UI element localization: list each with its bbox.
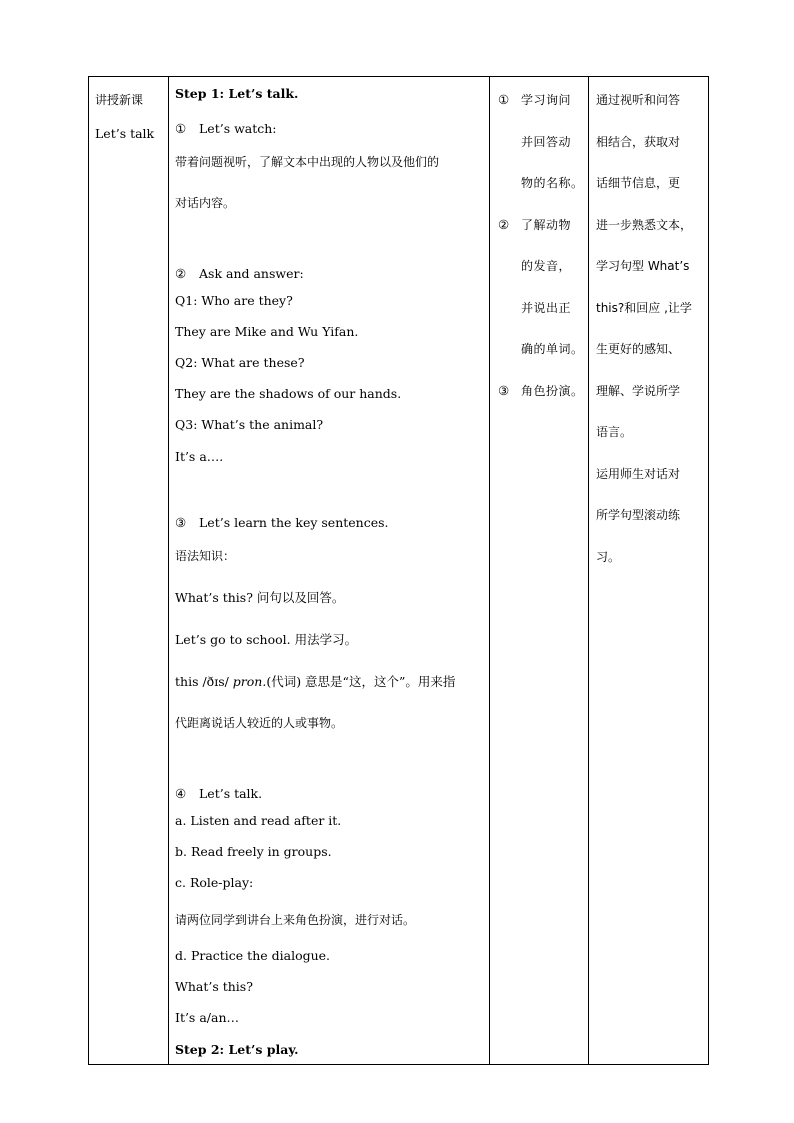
answer-3: It’s a…. (175, 449, 224, 464)
grammar-4: 代距离说话人较近的人或事物。 (175, 716, 344, 730)
dialogue-2: It’s a/an… (175, 1010, 239, 1025)
grammar-2: Let’s go to school. 用法学习。 (175, 632, 358, 647)
activity-1-line-3: 物的名称。 (521, 176, 584, 190)
question-1: Q1: Who are they? (175, 293, 293, 308)
talk-b: b. Read freely in groups. (175, 844, 332, 859)
watch-line: ① Let’s watch: (175, 121, 277, 136)
grammar-1: What’s this? 问句以及回答。 (175, 590, 345, 605)
dialogue-1: What’s this? (175, 979, 253, 994)
intent-line-2: 相结合，获取对 (596, 135, 681, 149)
activity-1-num: ① (498, 92, 510, 107)
intent-line-7: 生更好的感知、 (596, 342, 681, 356)
activity-1-line-1: 学习询问 (521, 93, 572, 107)
grammar-3: this /ðɪs/ pron.(代词) 意思是“这，这个”。用来指 (175, 674, 456, 689)
watch-desc-2: 对话内容。 (175, 196, 236, 210)
activity-1-line-2: 并回答动 (521, 135, 572, 149)
student-activity-cell (490, 77, 589, 1065)
question-3: Q3: What’s the animal? (175, 417, 324, 432)
answer-2: They are the shadows of our hands. (175, 386, 402, 401)
learn-line: ③ Let’s learn the key sentences. (175, 515, 389, 530)
intent-line-4: 进一步熟悉文本， (596, 218, 693, 232)
intent-line-6: this?和回应 ,让学 (596, 301, 692, 315)
section-subtitle: Let’s talk (95, 126, 155, 141)
intent-line-10: 运用师生对话对 (596, 467, 681, 481)
activity-3-num: ③ (498, 383, 510, 398)
activity-2-line-2: 的发音， (521, 259, 572, 273)
design-intent-cell (589, 77, 709, 1065)
section-title: 讲授新课 (95, 93, 144, 107)
step2-heading: Step 2: Let’s play. (175, 1042, 299, 1057)
intent-line-11: 所学句型滚动练 (596, 508, 681, 522)
watch-desc-1: 带着问题视听，了解文本中出现的人物以及他们的 (175, 155, 440, 169)
intent-line-8: 理解、学说所学 (596, 384, 681, 398)
intent-line-9: 语言。 (596, 425, 633, 439)
ask-line: ② Ask and answer: (175, 266, 304, 281)
activity-2-line-3: 并说出正 (521, 301, 572, 315)
talk-c: c. Role-play: (175, 875, 254, 890)
intent-line-12: 习。 (596, 550, 621, 564)
talk-c-desc: 请两位同学到讲台上来角色扮演，进行对话。 (175, 913, 416, 927)
activity-2-num: ② (498, 217, 510, 232)
teaching-process-cell (169, 77, 490, 1065)
answer-1: They are Mike and Wu Yifan. (175, 324, 359, 339)
talk-a: a. Listen and read after it. (175, 813, 342, 828)
activity-2-line-1: 了解动物 (521, 218, 572, 232)
intent-line-3: 话细节信息，更 (596, 176, 681, 190)
step1-heading: Step 1: Let’s talk. (175, 86, 299, 101)
section-cell (89, 77, 169, 1065)
talk-d: d. Practice the dialogue. (175, 948, 331, 963)
lesson-plan-table (88, 76, 709, 1065)
question-2: Q2: What are these? (175, 355, 305, 370)
intent-line-1: 通过视听和问答 (596, 93, 681, 107)
activity-3-line-1: 角色扮演。 (521, 384, 584, 398)
activity-2-line-4: 确的单词。 (521, 342, 584, 356)
grammar-label: 语法知识： (175, 549, 236, 563)
talk-line: ④ Let’s talk. (175, 786, 263, 801)
intent-line-5: 学习句型 What’s (596, 259, 690, 273)
